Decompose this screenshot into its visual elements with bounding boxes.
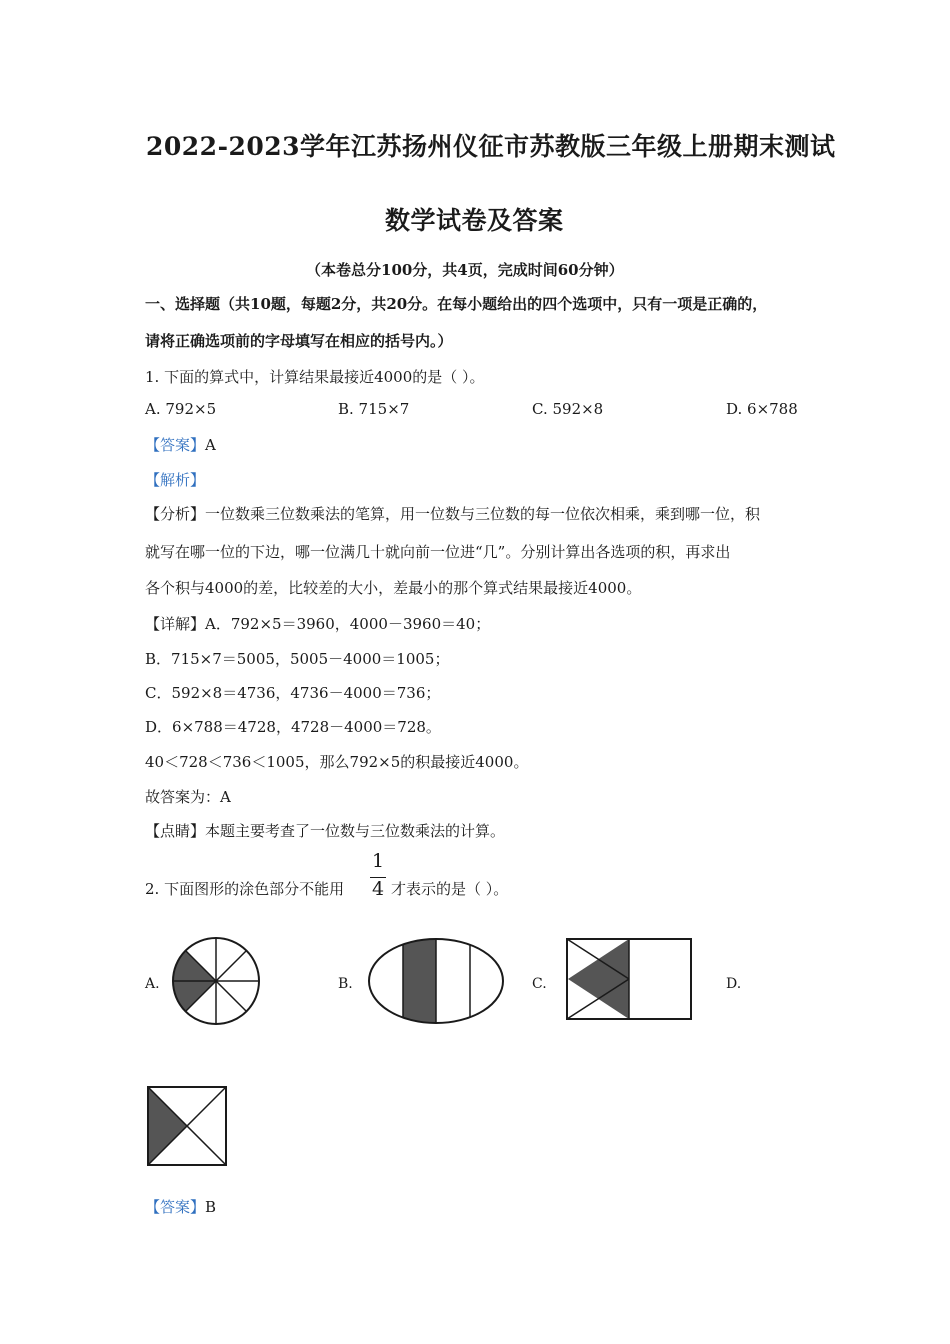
q1-xiangjie-line-2: B．715×7＝5005，5005－4000＝1005； bbox=[145, 650, 450, 668]
q2-stem-before: 2. 下面图形的涂色部分不能用 bbox=[145, 880, 345, 898]
q2-figure-d-square bbox=[146, 1085, 228, 1167]
q1-xiangjie-line-6: 故答案为：A bbox=[145, 788, 231, 806]
q1-answer-line bbox=[145, 434, 216, 455]
q1-xiangjie-text-1: A．792×5＝3960，4000－3960＝40； bbox=[205, 615, 491, 633]
q1-dianjing-tag: 【点睛】 bbox=[145, 822, 206, 840]
q2-label-c: C. bbox=[532, 976, 547, 992]
section-1-line-2: 请将正确选项前的字母填写在相应的括号内。） bbox=[145, 332, 453, 350]
q2-answer: B bbox=[205, 1198, 217, 1216]
q1-option-b: B. 715×7 bbox=[338, 400, 410, 418]
q2-answer-line bbox=[145, 1196, 216, 1217]
q1-answer: A bbox=[205, 436, 216, 454]
q1-xiangjie-line-3: C．592×8＝4736，4736－4000＝736； bbox=[145, 684, 441, 702]
q1-option-a: A. 792×5 bbox=[145, 400, 217, 418]
q1-stem: 1. 下面的算式中，计算结果最接近4000的是（ ）。 bbox=[145, 368, 485, 386]
q1-xiangjie-line-1 bbox=[145, 613, 490, 634]
q1-xiangjie-tag: 【详解】 bbox=[145, 615, 206, 633]
q2-label-b: B. bbox=[338, 976, 353, 992]
q2-fraction-numerator: 1 bbox=[371, 850, 385, 872]
q2-label-d: D. bbox=[726, 976, 742, 992]
q1-dianjing-line bbox=[145, 820, 505, 841]
q2-fraction-denominator: 4 bbox=[371, 878, 385, 900]
q1-fenxi-line-2: 就写在哪一位的下边，哪一位满几十就向前一位进“几”。分别计算出各选项的积，再求出 bbox=[145, 543, 731, 561]
q2-figure-b-ellipse bbox=[366, 936, 506, 1026]
subtitle: （本卷总分100分，共4页，完成时间60分钟） bbox=[306, 261, 624, 279]
q1-fenxi-line-3: 各个积与4000的差，比较差的大小，差最小的那个算式结果最接近4000。 bbox=[145, 579, 642, 597]
q1-analysis-tag: 【解析】 bbox=[145, 471, 206, 489]
section-1-line-1: 一、选择题（共10题，每题2分，共20分。在每小题给出的四个选项中，只有一项是正确的， bbox=[145, 295, 768, 313]
title-line-2: 数学试卷及答案 bbox=[385, 206, 564, 235]
q1-option-d: D. 6×788 bbox=[726, 400, 798, 418]
q1-answer-tag: 【答案】 bbox=[145, 436, 206, 454]
q2-stem-after: 才表示的是（ ）。 bbox=[391, 880, 509, 898]
q1-xiangjie-line-5: 40＜728＜736＜1005，那么792×5的积最接近4000。 bbox=[145, 753, 529, 771]
q2-answer-tag: 【答案】 bbox=[145, 1198, 206, 1216]
q1-xiangjie-line-4: D．6×788＝4728，4728－4000＝728。 bbox=[145, 718, 441, 736]
q1-fenxi-line-1 bbox=[145, 503, 760, 524]
q1-option-c: C. 592×8 bbox=[532, 400, 604, 418]
q1-fenxi-text-1: 一位数乘三位数乘法的笔算，用一位数与三位数的每一位依次相乘，乘到哪一位，积 bbox=[205, 505, 761, 523]
title-line-1: 2022-2023学年江苏扬州仪征市苏教版三年级上册期末测试 bbox=[146, 132, 836, 161]
q2-figure-c-rectangle bbox=[565, 937, 693, 1021]
q2-label-a: A. bbox=[145, 976, 160, 992]
q2-figure-a-circle bbox=[170, 935, 262, 1027]
q1-fenxi-tag: 【分析】 bbox=[145, 505, 206, 523]
q1-dianjing-text: 本题主要考查了一位数与三位数乘法的计算。 bbox=[205, 822, 506, 840]
